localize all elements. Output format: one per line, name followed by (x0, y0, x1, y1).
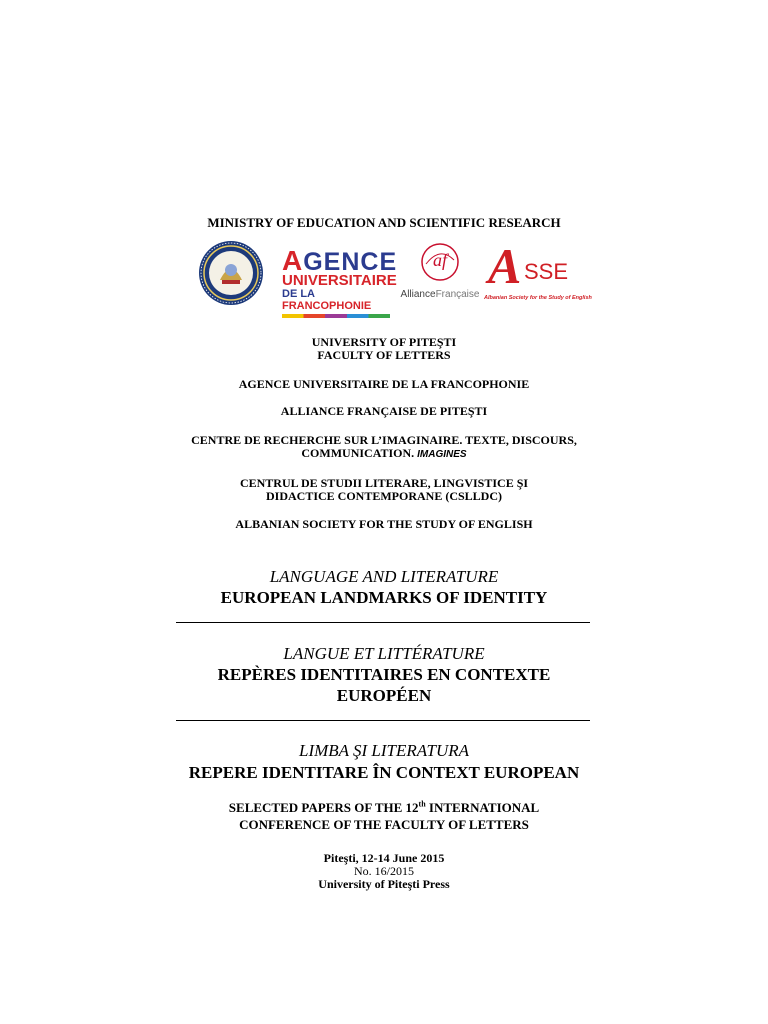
selected-papers-line-2: CONFERENCE OF THE FACULTY OF LETTERS (239, 817, 529, 832)
university-seal-icon (198, 240, 264, 306)
alliance-francaise-logo (394, 242, 486, 308)
title-romanian-sub: REPERE IDENTITARE ÎN CONTEXT EUROPEAN (188, 763, 580, 782)
alliance-name: ALLIANCE FRANÇAISE DE PITEŞTI (280, 404, 488, 418)
title-romanian-italic: LIMBA ŞI LITERATURA (299, 741, 469, 760)
asse-logo (484, 238, 590, 310)
auf-logo-line3-b: FRANCOPHONIE (282, 300, 372, 312)
divider-1 (176, 622, 590, 623)
centrul-line-1: CENTRUL DE STUDII LITERARE, LINGVISTICE ŞI (239, 476, 529, 490)
albanian-society: ALBANIAN SOCIETY FOR THE STUDY OF ENGLISH (235, 517, 533, 531)
university-name: UNIVERSITY OF PITEŞTI (311, 335, 457, 349)
auf-logo (282, 245, 398, 312)
asse-logo-sse: SSE (524, 259, 569, 284)
centre-line-2-text: COMMUNICATION. (301, 446, 415, 460)
centrul-line-2: DIDACTICE CONTEMPORANE (CSLLDC) (265, 489, 502, 503)
auf-logo-line3-a: DE LA (282, 288, 315, 300)
selected-papers-sup: th (418, 799, 426, 809)
ministry-heading: MINISTRY OF EDUCATION AND SCIENTIFIC RESEARCH (207, 215, 561, 230)
imagines-tag: IMAGINES (417, 449, 467, 460)
centre-line-2 (0, 446, 768, 462)
title-french-sub-1: REPÈRES IDENTITAIRES EN CONTEXTE (217, 665, 551, 684)
centre-line-1: CENTRE DE RECHERCHE SUR L’IMAGINAIRE. TEXTE, DISCOURS, (191, 433, 577, 447)
faculty-name: FACULTY OF LETTERS (317, 348, 451, 362)
issue-number: No. 16/2015 (354, 864, 414, 878)
asse-logo-a: A (488, 238, 522, 294)
place-date: Piteşti, 12-14 June 2015 (323, 851, 445, 865)
auf-color-bar (282, 314, 390, 318)
af-initials: af (432, 250, 447, 270)
title-english-sub: EUROPEAN LANDMARKS OF IDENTITY (220, 588, 548, 607)
title-french-italic: LANGUE ET LITTÉRATURE (283, 644, 485, 663)
auf-logo-a: A (282, 245, 304, 276)
auf-logo-line1: GENCE (303, 248, 398, 276)
auf-logo-line2: UNIVERSITAIRE (282, 272, 397, 289)
agence-name: AGENCE UNIVERSITAIRE DE LA FRANCOPHONIE (238, 377, 530, 391)
selected-papers-b: INTERNATIONAL (425, 800, 540, 815)
title-french-sub-2: EUROPÉEN (336, 686, 432, 705)
asse-caption: Albanian Society for the Study of English (484, 295, 592, 301)
af-caption-b: Française (435, 289, 480, 300)
title-english-italic: LANGUAGE AND LITERATURE (269, 567, 499, 586)
logos-row (190, 238, 590, 310)
press-name: University of Piteşti Press (318, 877, 450, 891)
selected-papers-a: SELECTED PAPERS OF THE 12 (228, 800, 419, 815)
selected-papers-line-1 (0, 801, 768, 815)
divider-2 (176, 720, 590, 721)
af-caption-a: Alliance (400, 289, 436, 300)
